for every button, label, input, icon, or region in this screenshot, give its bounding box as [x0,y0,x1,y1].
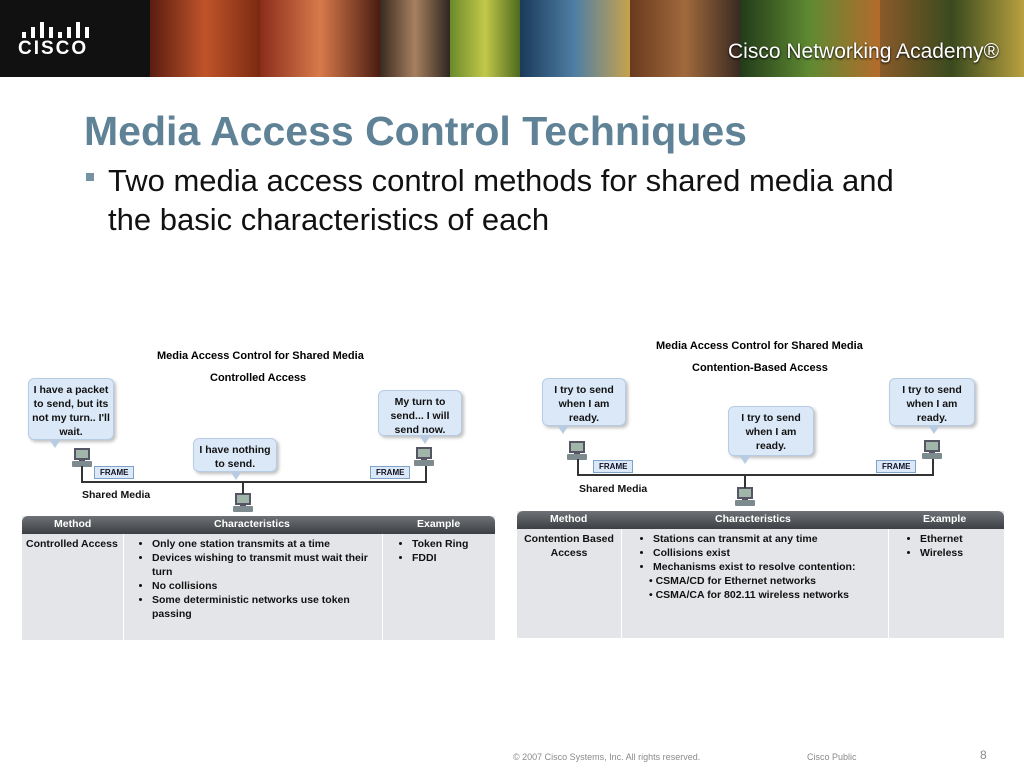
computer-icon [735,487,755,509]
banner-photo [150,0,260,77]
example-cell [906,532,1001,560]
banner-photo [450,0,520,77]
bubble-text: I try to send when I am ready. [554,384,614,424]
speech-bubble [728,406,814,456]
list-item: • Only one station transmits at a time [152,537,380,551]
cisco-wordmark: CISCO [18,38,89,59]
method-cell: Contention Based Access [524,533,614,559]
characteristics-cell [138,537,380,621]
cisco-bars-icon [22,18,92,38]
bubble-text: I have a packet to send, but its not my turn.. I'll wait. [32,384,110,438]
table-header [517,511,1004,529]
banner-photo [880,0,1024,77]
list-item: • Ethernet [920,532,1001,546]
column-header: Method [54,518,92,530]
frame-label: FRAME [370,466,410,479]
page-number: 8 [980,748,987,762]
speech-bubble [28,378,114,440]
list-item: • Collisions exist [653,546,889,560]
controlled-access-table [22,516,495,640]
table-header [22,516,495,534]
banner-photo [520,0,630,77]
cable [932,459,934,475]
method-cell: Controlled Access [26,538,118,550]
cable [242,481,244,494]
column-header: Characteristics [715,513,791,525]
shared-media-label: Shared Media [82,489,151,501]
frame-label: FRAME [593,460,633,473]
list-item: • Some deterministic networks use token passing [152,593,380,621]
bubble-text: I have nothing to send. [199,444,271,470]
diagram-subtitle: Contention-Based Access [692,362,828,374]
bubble-text: My turn to send... I will send now. [390,396,450,436]
list-item: • FDDI [412,551,493,565]
frame-label: FRAME [94,466,134,479]
computer-icon [414,447,434,469]
list-item: • Devices wishing to transmit must wait their turn [152,551,380,579]
diagram-title: Media Access Control for Shared Media [656,340,863,352]
cable [425,466,427,482]
list-item: • Stations can transmit at any time [653,532,889,546]
shared-media-line [81,481,427,483]
computer-icon [233,493,253,515]
diagram-subtitle: Controlled Access [210,372,307,384]
banner-photo [380,0,450,77]
column-header: Example [417,518,461,530]
column-header: Characteristics [214,518,290,530]
copyright-text: © 2007 Cisco Systems, Inc. All rights reserved. [513,752,701,762]
academy-title: Cisco Networking Academy® [728,40,1000,63]
cable [744,474,746,488]
cable [81,466,83,482]
diagram-title: Media Access Control for Shared Media [157,350,364,362]
list-item: • Wireless [920,546,1001,560]
banner-photo [740,0,880,77]
slide-title: Media Access Control Techniques [84,108,747,154]
characteristics-cell [639,532,889,602]
sub-list-item: • CSMA/CA for 802.11 wireless networks [649,589,849,601]
column-header: Method [550,513,588,525]
slide-bullet: Two media access control methods for shared media and the basic characteristics of each [108,163,894,237]
banner-photo [260,0,380,77]
bubble-text: I try to send when I am ready. [741,412,801,452]
speech-bubble [378,390,462,436]
contention-access-table [517,511,1004,638]
list-item: • No collisions [152,579,380,593]
speech-bubble [542,378,626,426]
bullet-icon [86,173,94,181]
bubble-text: I try to send when I am ready. [902,384,962,424]
frame-label: FRAME [876,460,916,473]
cable [577,459,579,475]
shared-media-line [577,474,934,476]
banner-photo [630,0,740,77]
example-cell [398,537,493,565]
shared-media-label: Shared Media [579,483,648,495]
classification-text: Cisco Public [807,752,857,762]
speech-bubble [889,378,975,426]
sub-list-item: • CSMA/CD for Ethernet networks [649,575,817,587]
header-banner [0,0,1024,77]
column-header: Example [923,513,967,525]
list-item: • Token Ring [412,537,493,551]
list-item: • Mechanisms exist to resolve contention: [653,560,889,574]
speech-bubble [193,438,277,472]
